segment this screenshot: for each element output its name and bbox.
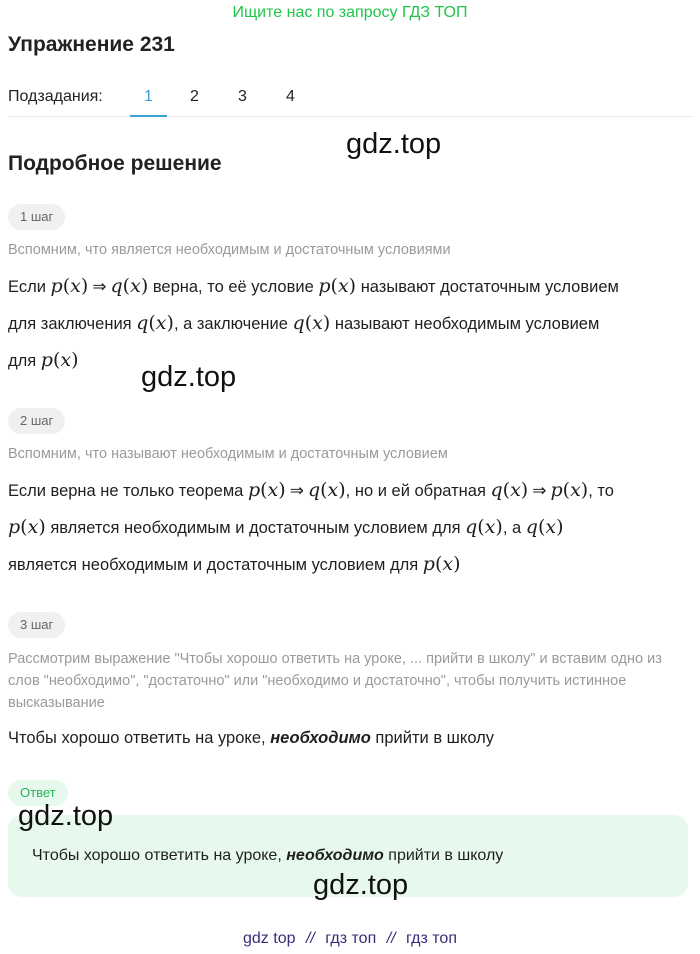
step-1-line-2: для заключения q(x), а заключение q(x) называют необходимым условием	[8, 312, 600, 334]
page-title: Упражнение 231	[8, 33, 175, 56]
step-2-line-3: является необходимым и достаточным условием для p(x)	[8, 553, 461, 575]
promo-banner[interactable]: Ищите нас по запросу ГДЗ ТОП	[232, 4, 468, 21]
step-1-body	[8, 268, 692, 379]
subtasks-label: Подзадания:	[8, 88, 103, 105]
answer-text: Чтобы хорошо ответить на уроке, необходимо прийти в школу	[32, 847, 504, 864]
step-1-line-1: Если p(x) ⇒ q(x) верна, то её условие p(x) называют достаточным условием	[8, 275, 619, 297]
step-badge: 1 шаг	[8, 204, 65, 230]
step-3-body: Чтобы хорошо ответить на уроке, необходимо прийти в школу	[8, 729, 495, 747]
step-hint: Рассмотрим выражение "Чтобы хорошо ответить на уроке, ... прийти в школу" и вставим одно из слов "необходимо", "достаточно" или "необходимо и достаточно", чтобы получить истинное высказывание	[8, 651, 662, 711]
watermark: gdz.top	[346, 128, 442, 160]
step-hint: Вспомним, что называют необходимым и достаточным условием	[8, 446, 448, 462]
subtasks-nav	[8, 86, 692, 117]
step-hint: Вспомним, что является необходимым и достаточным условиями	[8, 242, 451, 258]
emphasis-word: необходимо	[270, 729, 371, 747]
tab-subtask-1[interactable]: 1	[144, 88, 153, 105]
step-2-line-2: p(x) является необходимым и достаточным условием для q(x), а q(x)	[8, 516, 564, 538]
footer-separator: //	[305, 930, 315, 947]
footer-links	[0, 930, 700, 948]
step-2-line-1: Если верна не только теорема p(x) ⇒ q(x), но и ей обратная q(x) ⇒ p(x), то	[8, 479, 614, 501]
step-1-line-3: для p(x)	[8, 349, 79, 371]
step-badge: 3 шаг	[8, 612, 65, 638]
footer-link[interactable]: гдз топ	[406, 930, 457, 947]
footer-separator: //	[386, 930, 396, 947]
step-badge: 2 шаг	[8, 408, 65, 434]
tab-subtask-4[interactable]: 4	[286, 88, 295, 105]
step-2-body	[8, 472, 692, 583]
tab-subtask-3[interactable]: 3	[238, 88, 247, 105]
tab-subtask-2[interactable]: 2	[190, 88, 199, 105]
active-tab-indicator	[130, 115, 167, 117]
section-title: Подробное решение	[8, 152, 222, 175]
footer-link[interactable]: gdz top	[243, 930, 296, 947]
answer-badge: Ответ	[8, 780, 68, 806]
watermark: gdz.top	[141, 361, 237, 393]
watermark: gdz.top	[18, 800, 114, 832]
footer-link[interactable]: гдз топ	[325, 930, 377, 947]
watermark: gdz.top	[313, 869, 409, 901]
